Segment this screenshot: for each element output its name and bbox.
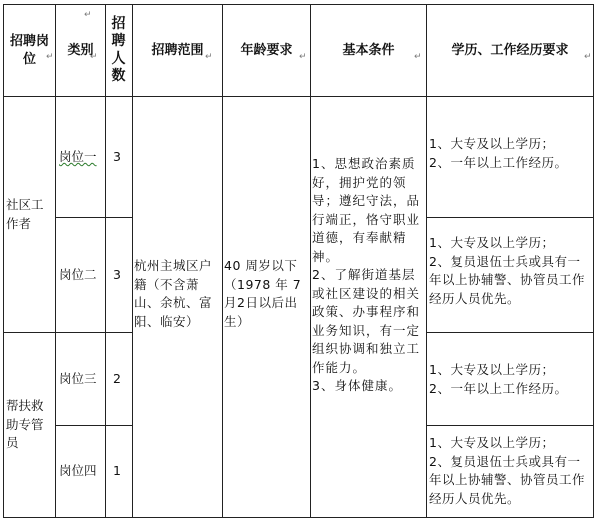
education-line: 2、一年以上工作经历。: [429, 154, 568, 170]
header-position: 招聘岗位: [9, 33, 49, 67]
count-cell: 2: [113, 370, 121, 386]
group-name: 帮扶救助专管员: [6, 398, 44, 451]
return-mark: ↵: [414, 52, 422, 62]
header-education: 学历、工作经历要求: [451, 42, 569, 58]
row-divider-1b: [426, 217, 594, 218]
return-mark: ↵: [205, 52, 213, 62]
education-line: 1、大专及以上学历；: [429, 435, 555, 450]
education-cell: [429, 234, 592, 330]
table-border-left: [3, 4, 4, 518]
col-divider-2: [105, 4, 106, 518]
education-cell: [429, 135, 592, 215]
return-mark: ↵: [84, 10, 92, 20]
count-cell: 3: [113, 266, 121, 282]
count-cell: 1: [113, 463, 121, 479]
scope-cell: 杭州主城区户籍（不含萧山、余杭、富阳、临安）: [134, 258, 213, 329]
age-cell: 40 周岁以下（1978 年 7月2日以后出生）: [224, 258, 302, 329]
recruitment-table: [3, 4, 594, 518]
education-cell: [429, 434, 592, 516]
table-border-right: [593, 4, 594, 518]
education-line: 1、大专及以上学历；: [429, 136, 555, 151]
return-mark: ↵: [299, 52, 307, 62]
header-category: 类别: [67, 42, 94, 58]
table-border-bottom: [3, 517, 594, 518]
header-scope: 招聘范围: [151, 42, 204, 58]
condition-item: 1、思想政治素质好，拥护党的领导；遵纪守法，品行端正，恪守职业道德，有奉献精神。: [312, 156, 421, 264]
group-name: 社区工作者: [6, 197, 44, 231]
condition-item: 3、身体健康。: [312, 378, 402, 393]
education-line: 2、复员退伍士兵或具有一年以上协辅警、协管员工作经历人员优先。: [429, 253, 586, 306]
count-cell: 3: [113, 148, 121, 164]
conditions-cell: [312, 155, 425, 455]
table-border-top: [3, 4, 594, 5]
return-mark: ↵: [46, 52, 54, 62]
category-cell: 岗位四: [59, 463, 97, 479]
education-cell: [429, 361, 592, 423]
header-age: 年龄要求: [240, 42, 293, 58]
education-line: 2、复员退伍士兵或具有一年以上协辅警、协管员工作经历人员优先。: [429, 453, 586, 506]
return-mark: ↵: [90, 52, 98, 62]
condition-item: 2、了解街道基层或社区建设的相关政策、办事程序和业务知识，有一定组织协调和独立工作能力。: [312, 267, 421, 375]
category-cell: 岗位三: [59, 370, 97, 386]
category-cell: 岗位一: [59, 148, 97, 164]
return-mark: ↵: [584, 52, 592, 62]
education-line: 1、大专及以上学历；: [429, 235, 555, 250]
education-line: 1、大专及以上学历；: [429, 362, 555, 377]
row-divider-3b: [426, 425, 594, 426]
header-conditions: 基本条件: [342, 42, 395, 58]
education-line: 2、一年以上工作经历。: [429, 380, 568, 396]
row-divider-2b: [426, 332, 594, 333]
category-cell: 岗位二: [59, 266, 97, 282]
header-count: 招聘人数: [111, 15, 126, 84]
